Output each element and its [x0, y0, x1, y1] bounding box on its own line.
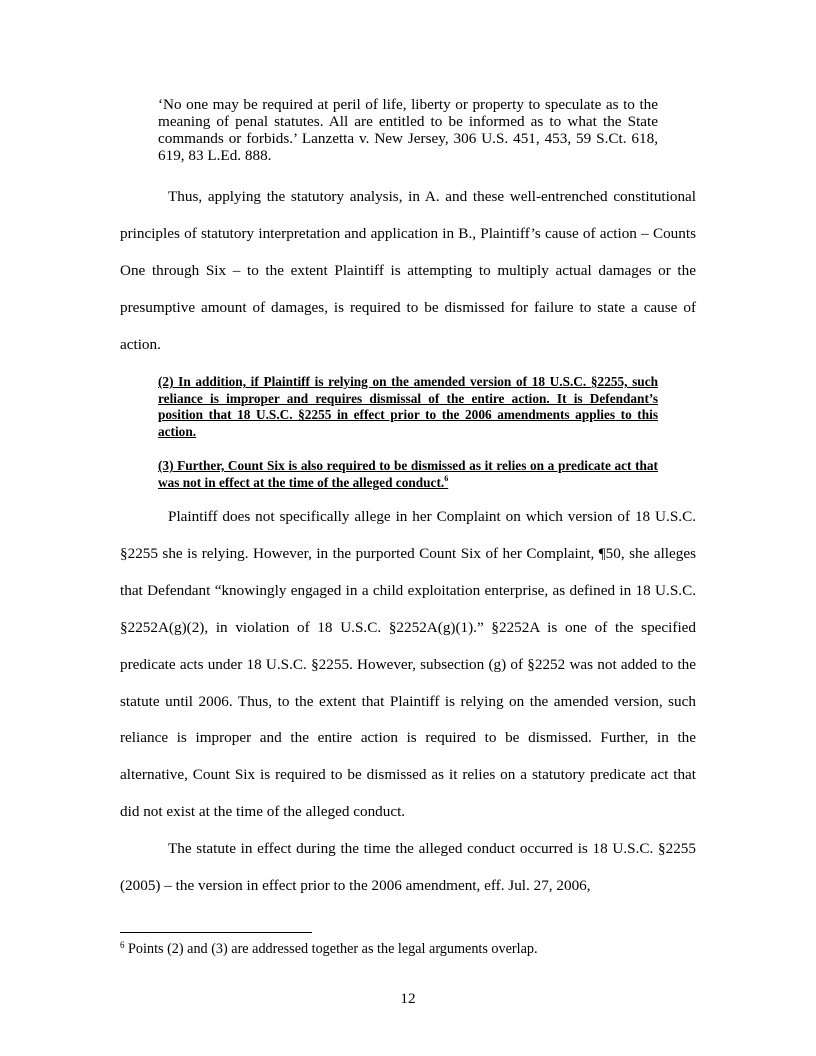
block-quote: ‘No one may be required at peril of life, liberty or property to speculate as to the meaning of penal statutes. All are entitled to be informed as to what the State commands or forbids.’ Lanzetta v. New Jersey, 306 U.S. 451, 453, 59 S.Ct. 618, 619, 83 L.Ed. 888. — [158, 96, 658, 164]
section-heading-3-text: (3) Further, Count Six is also required to be dismissed as it relies on a predicate act that was not in effect at the time of the alleged conduct. — [158, 458, 658, 490]
footnote-text: Points (2) and (3) are addressed together as the legal arguments overlap. — [124, 941, 538, 957]
section-heading-2 — [158, 374, 658, 440]
footnote-number: 6 — [120, 940, 125, 950]
body-paragraph-3: The statute in effect during the time the alleged conduct occurred is 18 U.S.C. §2255 (2005) – the version in effect prior to the 2006 amendment, eff. Jul. 27, 2006, — [120, 840, 696, 894]
footnote — [120, 941, 700, 958]
section-heading-2-text: (2) In addition, if Plaintiff is relying on the amended version of 18 U.S.C. §2255, such reliance is improper and requires dismissal of the entire action. It is Defendant’s position that 18 U.S.C. §2255 in effect prior to the 2006 amendments applies to this action. — [158, 374, 658, 439]
page-number: 12 — [400, 990, 416, 1007]
section-heading-3 — [158, 458, 658, 491]
footnote-separator — [120, 932, 312, 933]
body-paragraph-2: Plaintiff does not specifically allege in her Complaint on which version of 18 U.S.C. §2255 she is relying. However, in the purported Count Six of her Complaint, ¶50, she alleges that Defendant “knowingly engaged in a child exploitation enterprise, as defined in 18 U.S.C. §2252A(g)(2), in violation of 18 U.S.C. §2252A(g)(1).” §2252A is one of the specified predicate acts under 18 U.S.C. §2255. However, subsection (g) of §2252 was not added to the statute until 2006. Thus, to the extent that Plaintiff is relying on the amended version, such reliance is improper and the entire action is required to be dismissed. Further, in the alternative, Count Six is required to be dismissed as it relies on a statutory predicate act that did not exist at the time of the alleged conduct. — [120, 508, 696, 821]
footnote-reference: 6 — [444, 473, 449, 483]
body-paragraph-1: Thus, applying the statutory analysis, in A. and these well-entrenched constitutional principles of statutory interpretation and application in B., Plaintiff’s cause of action – Counts One through Six – to the extent Plaintiff is attempting to multiply actual damages or the presumptive amount of damages, is required to be dismissed for failure to state a cause of action. — [120, 188, 696, 353]
